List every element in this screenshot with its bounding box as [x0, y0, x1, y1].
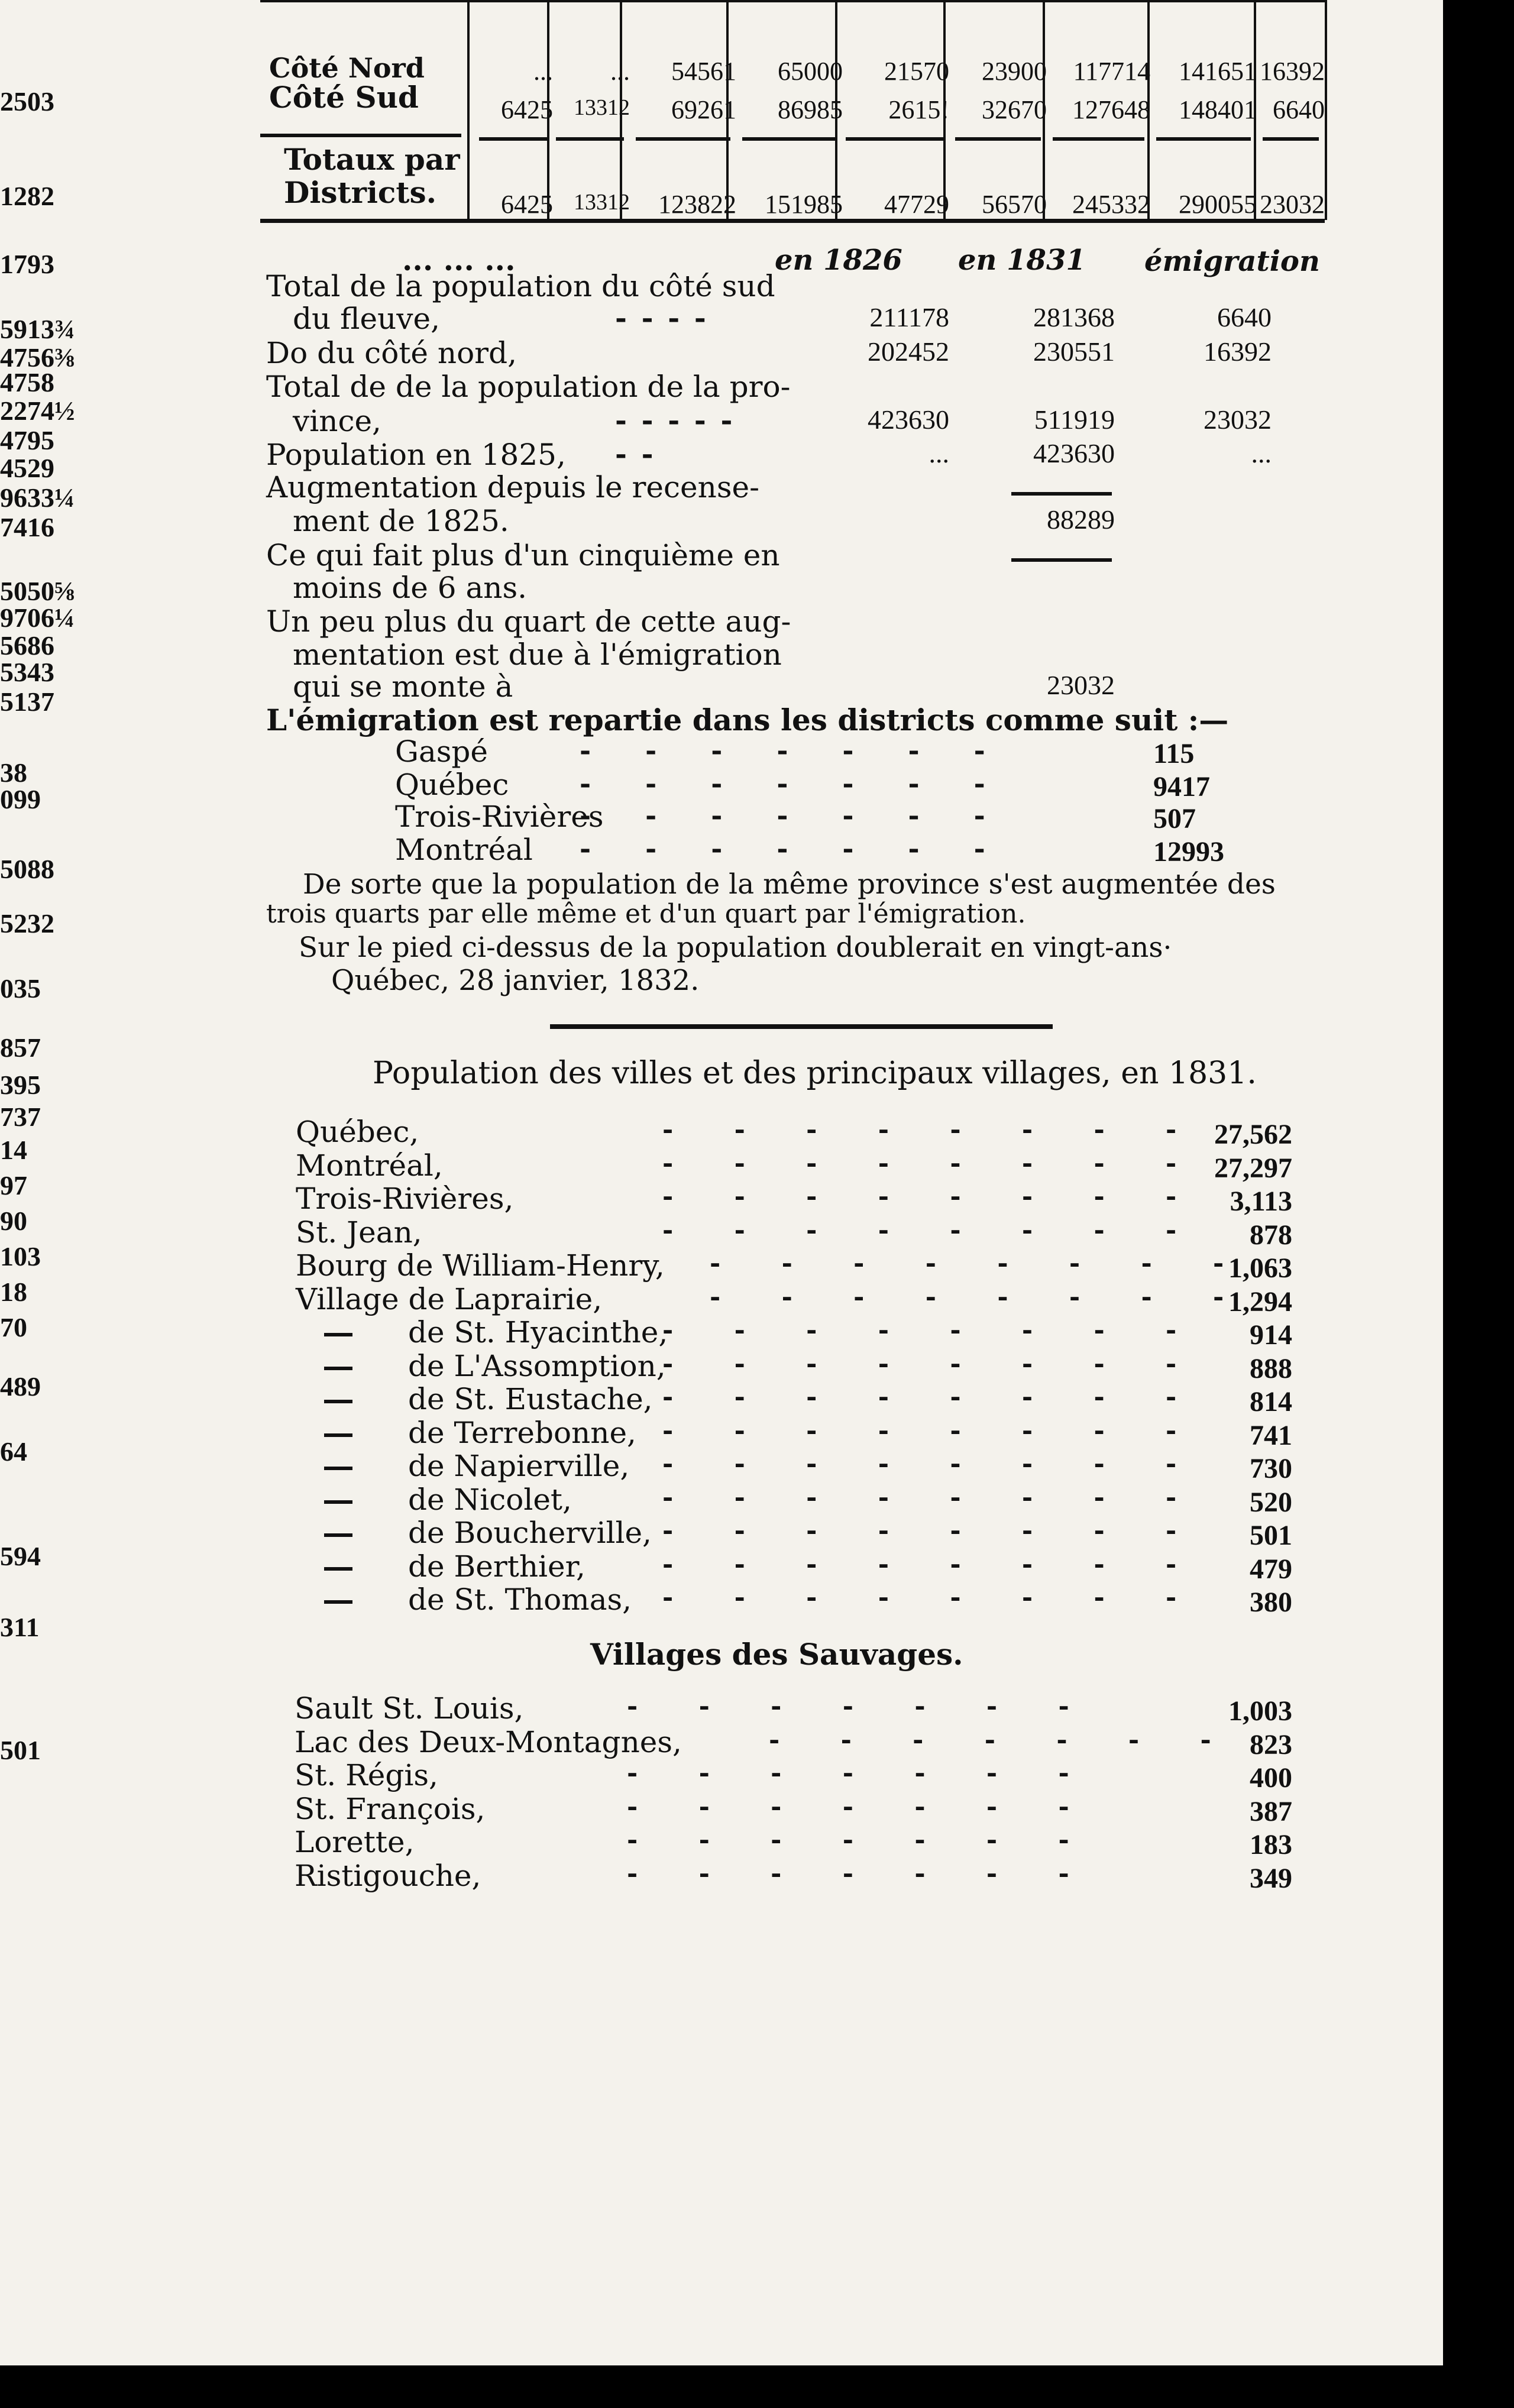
table-cell: 54561 — [671, 57, 736, 86]
town-name: Trois-Rivières, — [296, 1182, 514, 1216]
margin-number: 4756⅜ — [0, 342, 75, 373]
town-population: 730 — [1250, 1453, 1292, 1484]
table-cell: 123822 — [658, 190, 736, 219]
value-emigration: 23032 — [1204, 404, 1272, 435]
leader-dashes: - - - - - - - - — [662, 1115, 1203, 1145]
village-name: St. Régis, — [295, 1758, 438, 1792]
table-subtotal-rule — [1263, 137, 1319, 141]
leader-dashes: - - - - - - - - — [662, 1516, 1203, 1546]
margin-number: 5232 — [0, 908, 54, 938]
table-cell: 47729 — [884, 190, 949, 219]
summary-text: Do du côté nord, — [266, 336, 517, 370]
district-value: 12993 — [1153, 836, 1224, 868]
table-subtotal-rule — [556, 137, 624, 141]
ditto-dash — [324, 1433, 352, 1437]
leader-dashes: - - - - - - - - — [662, 1215, 1203, 1245]
margin-number: 9633¼ — [0, 483, 75, 513]
section-divider — [550, 1024, 1053, 1029]
town-name: de Nicolet, — [408, 1482, 572, 1517]
table-subtotal-rule — [479, 137, 547, 141]
row-label-cote-sud: Côté Sud — [269, 80, 419, 115]
value-1826: 211178 — [869, 302, 949, 332]
leader-dashes: - - - - - - - — [627, 1825, 1095, 1855]
summary-text: du fleuve, — [293, 302, 440, 336]
towns-title: Population des villes et des principaux villages, en 1831. — [373, 1056, 1257, 1091]
table-column-rule — [1325, 0, 1327, 220]
leader-dashes: - - - - - - - - — [662, 1582, 1203, 1613]
margin-number: 9706¼ — [0, 603, 75, 633]
margin-number: 5137 — [0, 687, 54, 717]
town-population: 520 — [1250, 1486, 1292, 1518]
margin-number: 5088 — [0, 854, 54, 884]
summary-text: vince, — [293, 404, 381, 438]
town-population: 914 — [1250, 1319, 1292, 1351]
margin-number: 4795 — [0, 425, 54, 455]
margin-number: 64 — [0, 1436, 27, 1467]
town-name: de Boucherville, — [408, 1516, 652, 1550]
district-name: Gaspé — [395, 734, 489, 769]
margin-number: 18 — [0, 1277, 27, 1307]
value-1831: 281368 — [1033, 302, 1115, 332]
summary-text: ment de 1825. — [293, 504, 509, 538]
summary-text: qui se monte à — [293, 669, 513, 704]
margin-number: 857 — [0, 1033, 41, 1063]
summary-text: Ce qui fait plus d'un cinquième en — [266, 538, 780, 572]
leader-dashes: - - - - - - - - — [662, 1482, 1203, 1513]
village-population: 183 — [1250, 1829, 1292, 1860]
summary-text: Total de de la population de la pro- — [266, 370, 791, 404]
summary-text: Un peu plus du quart de cette aug- — [266, 604, 791, 639]
value-1831: 230551 — [1033, 336, 1115, 367]
margin-number: 70 — [0, 1312, 27, 1342]
paragraph-line-2: trois quarts par elle même et d'un quart par l'émigration. — [266, 899, 1026, 929]
margin-number: 2503 — [0, 86, 54, 116]
margin-number: 90 — [0, 1206, 27, 1236]
value-1826: ... — [929, 438, 949, 468]
value-1831: 511919 — [1034, 404, 1115, 435]
summary-text: mentation est due à l'émigration — [293, 637, 782, 672]
margin-number: 97 — [0, 1170, 27, 1200]
emigration-intro: L'émigration est repartie dans les districts comme suit :— — [266, 703, 1229, 737]
leader-dashes: - - — [615, 438, 656, 471]
summary-rule-1 — [1011, 492, 1112, 496]
district-name: Montréal — [395, 833, 533, 867]
summary-text: Population en 1825, — [266, 438, 566, 472]
table-cell: 127648 — [1072, 95, 1150, 124]
town-name: Bourg de William-Henry, — [296, 1248, 665, 1283]
table-subtotal-rule — [1053, 137, 1144, 141]
village-name: Lorette, — [295, 1825, 415, 1859]
district-name: Québec — [395, 768, 509, 802]
margin-number: 1282 — [0, 181, 54, 211]
leader-dashes: - - - - - - - — [627, 1758, 1095, 1788]
town-name: de Terrebonne, — [408, 1415, 636, 1450]
town-population: 380 — [1250, 1587, 1292, 1618]
table-cell: 13312 — [574, 190, 630, 215]
table-cell: 2615! — [888, 95, 949, 124]
town-name: Québec, — [296, 1115, 419, 1149]
village-population: 1,003 — [1228, 1695, 1292, 1727]
table-cell: 32670 — [982, 95, 1047, 124]
leader-dashes: - - - - - - - - — [662, 1148, 1203, 1179]
leader-dashes: - - - - - - - - — [662, 1549, 1203, 1580]
table-cell: 16392 — [1260, 57, 1325, 86]
table-cell: ... — [533, 57, 553, 86]
table-cell: 23900 — [982, 57, 1047, 86]
town-population: 814 — [1250, 1386, 1292, 1417]
margin-number: 5913¾ — [0, 314, 75, 344]
table-subtotal-rule — [846, 137, 943, 141]
table-cell: 148401 — [1179, 95, 1257, 124]
ditto-dash — [324, 1367, 352, 1370]
value-1831: 423630 — [1033, 438, 1115, 468]
leader-dashes: - - - - - - - — [627, 1791, 1095, 1822]
ditto-dash — [324, 1533, 352, 1537]
margin-number: 737 — [0, 1102, 41, 1132]
leader-dashes: - - - - - - - — [580, 734, 1008, 766]
sauvages-title: Villages des Sauvages. — [590, 1637, 963, 1672]
value-1831: 88289 — [1047, 504, 1115, 535]
margin-number: 2274½ — [0, 396, 75, 426]
table-top-rule — [260, 0, 1325, 2]
district-value: 507 — [1153, 803, 1196, 834]
table-cell: ... — [610, 57, 630, 86]
town-name: de St. Eustache, — [408, 1382, 653, 1416]
ditto-dash — [324, 1333, 352, 1336]
village-population: 823 — [1250, 1729, 1292, 1760]
village-name: Sault St. Louis, — [295, 1691, 524, 1726]
margin-number: 4758 — [0, 367, 54, 397]
leader-dashes: - - - - - — [615, 404, 735, 437]
town-population: 501 — [1250, 1520, 1292, 1551]
table-cell: 21570 — [884, 57, 949, 86]
leader-dashes: - - - - - - - - — [710, 1281, 1250, 1312]
town-population: 1,294 — [1228, 1286, 1292, 1318]
village-name: St. François, — [295, 1791, 486, 1826]
table-subtotal-rule — [742, 137, 837, 141]
town-population: 3,113 — [1230, 1186, 1292, 1217]
margin-number: 5686 — [0, 630, 54, 661]
village-name: Lac des Deux-Montagnes, — [295, 1724, 682, 1759]
village-population: 387 — [1250, 1795, 1292, 1827]
leader-dashes: - - - - - - - - — [662, 1315, 1203, 1345]
table-cell: 69261 — [671, 95, 736, 124]
town-name: Village de Laprairie, — [296, 1281, 603, 1316]
table-column-rule — [467, 0, 470, 220]
ditto-dash — [324, 1567, 352, 1571]
table-cell: 23032 — [1260, 190, 1325, 219]
table-cell: 6425 — [501, 190, 553, 219]
district-value: 115 — [1153, 738, 1195, 769]
town-population: 27,562 — [1214, 1119, 1292, 1150]
margin-number: 5343 — [0, 657, 54, 687]
town-population: 27,297 — [1214, 1152, 1292, 1184]
table-cell: 56570 — [982, 190, 1047, 219]
header-emigration: émigration — [1144, 245, 1320, 278]
summary-text: moins de 6 ans. — [293, 571, 528, 605]
town-population: 741 — [1250, 1419, 1292, 1451]
table-cell: 117714 — [1073, 57, 1150, 86]
district-name: Trois-Rivières — [395, 800, 604, 834]
table-cell: 86985 — [778, 95, 843, 124]
district-value: 9417 — [1153, 771, 1210, 802]
header-1831: en 1831 — [958, 244, 1086, 277]
signature-date: Québec, 28 janvier, 1832. — [331, 964, 700, 997]
ditto-dash — [324, 1600, 352, 1604]
village-population: 400 — [1250, 1762, 1292, 1794]
value-emigration: 6640 — [1217, 302, 1272, 332]
ditto-dash — [324, 1467, 352, 1470]
town-name: de Napierville, — [408, 1449, 630, 1483]
margin-number: 594 — [0, 1541, 41, 1571]
margin-number: 38 — [0, 758, 27, 788]
leader-dashes: - - - - - - - - — [662, 1382, 1203, 1412]
town-name: de St. Thomas, — [408, 1582, 632, 1617]
town-name: St. Jean, — [296, 1215, 422, 1250]
value-1826: 423630 — [868, 404, 949, 435]
margin-number: 395 — [0, 1070, 41, 1100]
leader-dashes: - - - - — [615, 302, 709, 335]
value-emigration: 16392 — [1204, 336, 1272, 367]
table-cell: 245332 — [1072, 190, 1150, 219]
table-subtotal-rule — [955, 137, 1041, 141]
leader-dashes: - - - - - - - — [627, 1858, 1095, 1889]
table-rule — [260, 134, 461, 137]
summary-rule-2 — [1011, 558, 1112, 562]
paragraph-line-1: De sorte que la population de la même province s'est augmentée des — [303, 868, 1276, 901]
town-name: de St. Hyacinthe, — [408, 1315, 668, 1349]
margin-number: 035 — [0, 973, 41, 1004]
margin-number: 7416 — [0, 512, 54, 542]
table-subtotal-rule — [1156, 137, 1251, 141]
margin-number: 14 — [0, 1135, 27, 1165]
town-population: 479 — [1250, 1553, 1292, 1585]
value-1826: 202452 — [868, 336, 949, 367]
value-1831: 23032 — [1047, 670, 1115, 700]
table-cell: 6425 — [501, 95, 553, 124]
town-name: de L'Assomption, — [408, 1348, 666, 1383]
leader-dashes: - - - - - - - - — [710, 1248, 1250, 1279]
table-subtotal-rule — [636, 137, 730, 141]
paragraph-line-3: Sur le pied ci-dessus de la population doublerait en vingt-ans· — [299, 931, 1172, 964]
table-header-fragment: Côté Nord — [269, 52, 425, 84]
leader-dashes: - - - - - - - — [769, 1724, 1237, 1755]
leader-dashes: - - - - - - - - — [662, 1449, 1203, 1479]
leader-dashes: - - - - - - - — [580, 833, 1008, 865]
leader-dashes: - - - - - - - - — [662, 1415, 1203, 1446]
table-cell: 6640 — [1273, 95, 1325, 124]
leader-dashes: - - - - - - - — [580, 800, 1008, 831]
town-population: 878 — [1250, 1219, 1292, 1251]
margin-number: 311 — [0, 1612, 40, 1642]
town-population: 888 — [1250, 1352, 1292, 1384]
value-emigration: ... — [1251, 438, 1272, 468]
leader-dashes: - - - - - - - — [627, 1691, 1095, 1721]
table-cell: 141651 — [1179, 57, 1257, 86]
ditto-dash — [324, 1500, 352, 1504]
summary-text: Total de la population du côté sud — [266, 269, 775, 303]
table-bottom-rule — [260, 219, 1325, 223]
header-dots: ... ... ... — [402, 242, 516, 277]
leader-dashes: - - - - - - - - — [662, 1182, 1203, 1212]
margin-number: 489 — [0, 1371, 41, 1402]
margin-number: 5050⅝ — [0, 576, 75, 606]
town-name: de Berthier, — [408, 1549, 585, 1584]
ditto-dash — [324, 1400, 352, 1403]
header-1826: en 1826 — [775, 244, 902, 277]
margin-number: 1793 — [0, 249, 54, 279]
leader-dashes: - - - - - - - - — [662, 1348, 1203, 1379]
town-population: 1,063 — [1228, 1252, 1292, 1284]
margin-number: 501 — [0, 1735, 41, 1765]
row-label-totaux: Totaux par Districts. — [284, 142, 460, 210]
village-name: Ristigouche, — [295, 1858, 481, 1893]
town-name: Montréal, — [296, 1148, 443, 1183]
margin-number: 099 — [0, 784, 41, 814]
village-population: 349 — [1250, 1862, 1292, 1894]
table-cell: 151985 — [765, 190, 843, 219]
table-cell: 290055 — [1179, 190, 1257, 219]
table-cell: 13312 — [574, 95, 630, 120]
table-cell: 65000 — [778, 57, 843, 86]
leader-dashes: - - - - - - - — [580, 768, 1008, 800]
summary-text: Augmentation depuis le recense- — [266, 470, 759, 504]
margin-number: 4529 — [0, 453, 54, 483]
margin-number: 103 — [0, 1241, 41, 1271]
